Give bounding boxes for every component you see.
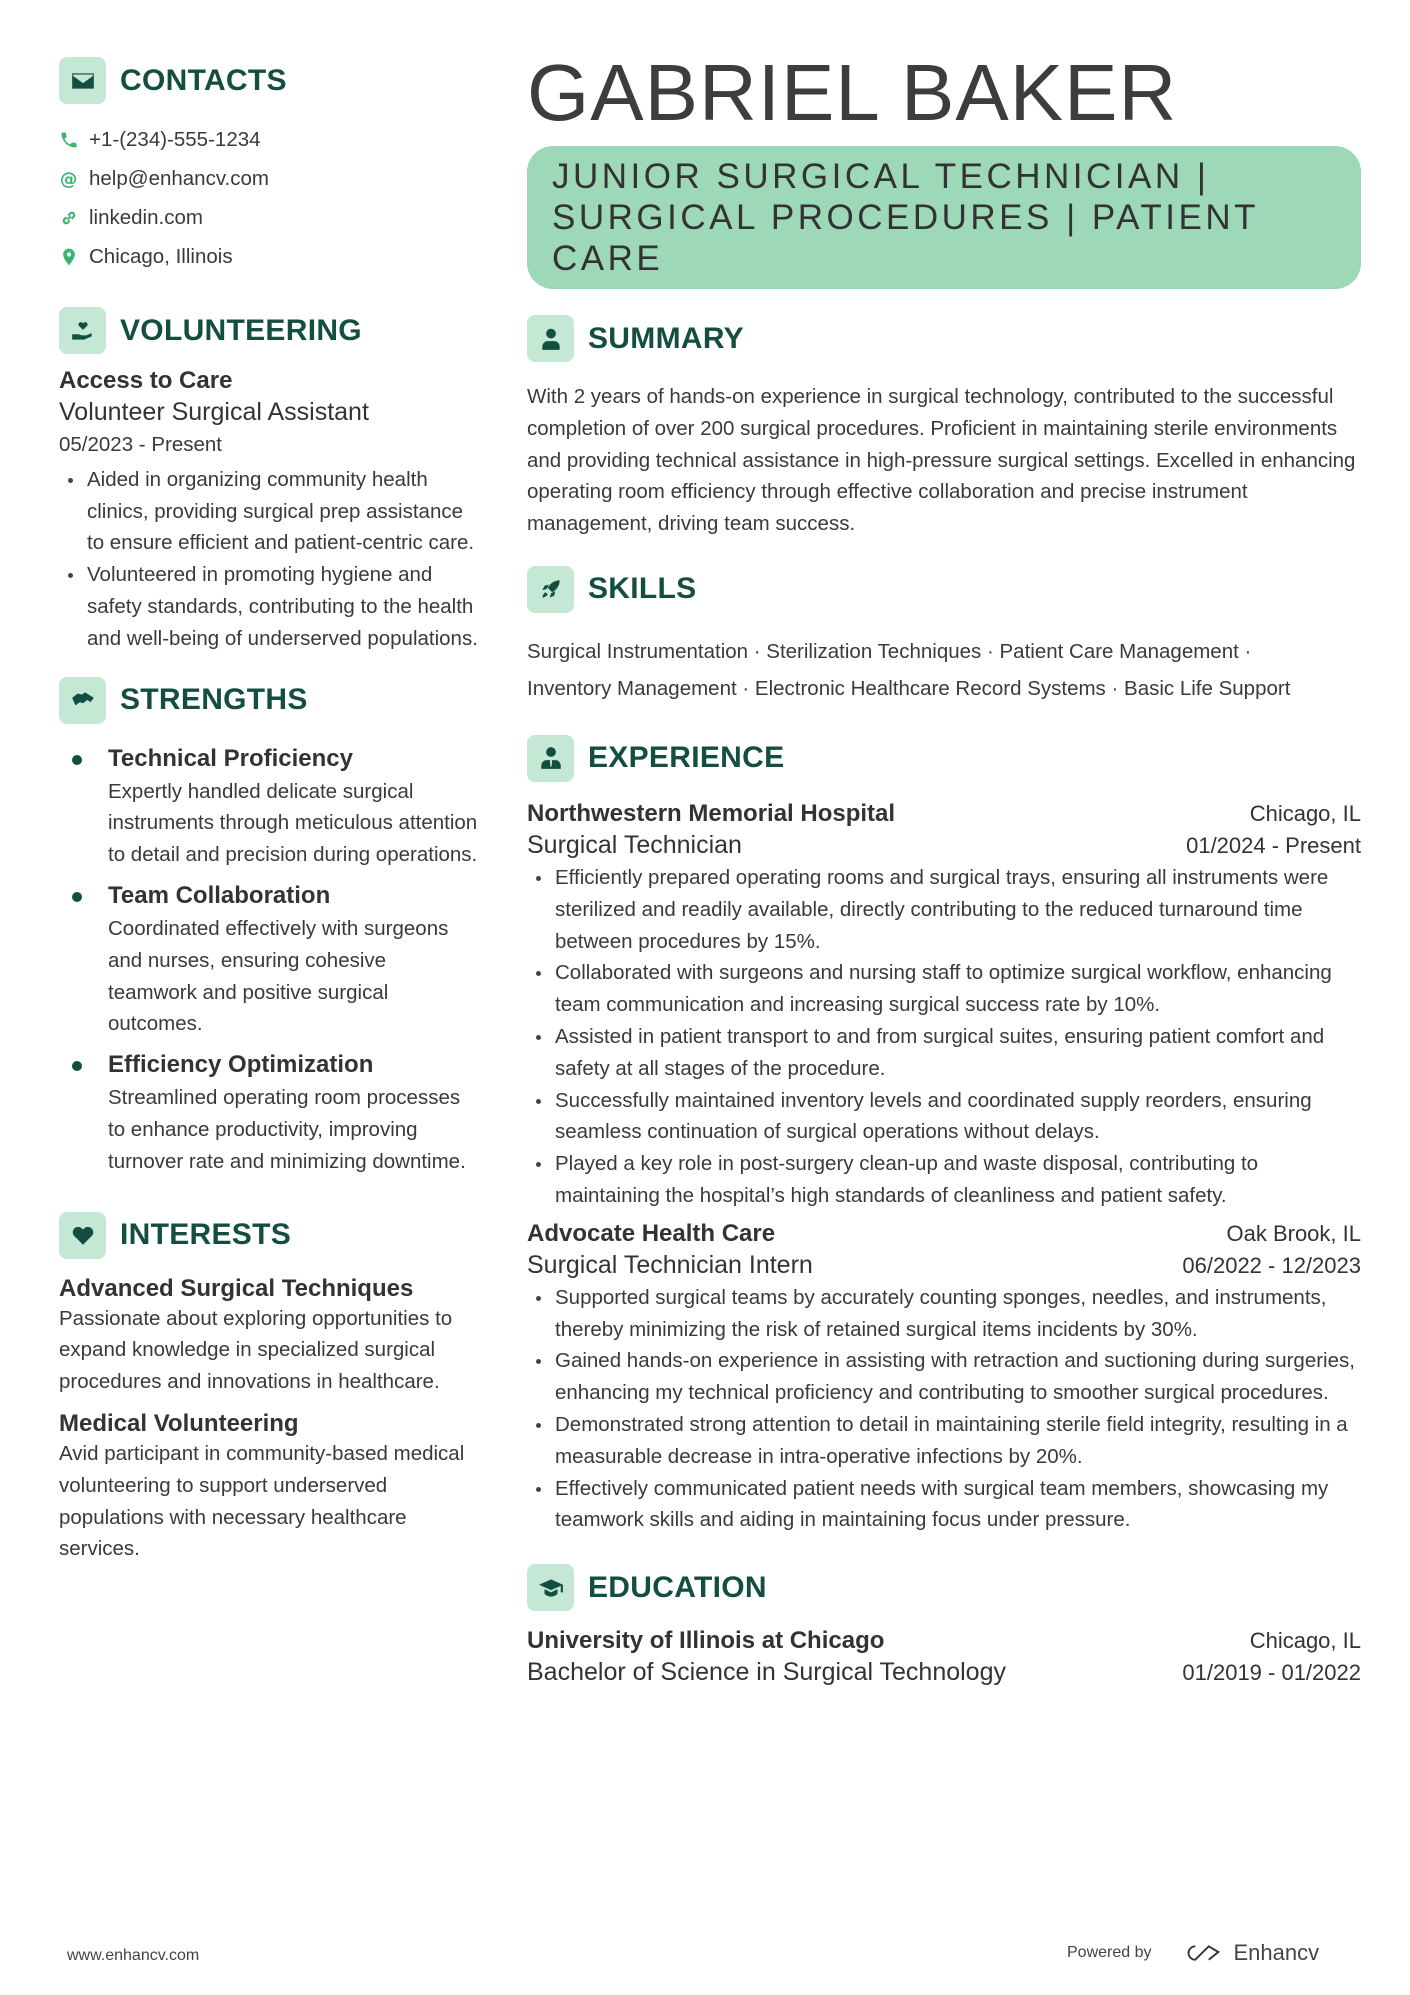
experience-heading: EXPERIENCE: [527, 735, 1361, 782]
strength-item: Team Collaboration Coordinated effectively with surgeons and nurses, ensuring cohesive teamwork and positive surgical outcomes.: [59, 879, 479, 1040]
user-icon: [527, 315, 574, 362]
education-heading: EDUCATION: [527, 1564, 1361, 1611]
contact-location: Chicago, Illinois: [59, 237, 479, 276]
map-pin-icon: [59, 247, 79, 267]
skills-list: Surgical Instrumentation · Sterilization Techniques · Patient Care Management · Inventory Management · Electronic Healthcare Record Systems · Basic Life Support: [527, 639, 1291, 700]
left-column: [59, 57, 479, 1565]
list-item: Demonstrated strong attention to detail in maintaining sterile field integrity, resulting in a measurable decrease in intra-operative infections by 20%.: [527, 1409, 1361, 1473]
job-entry: Northwestern Memorial Hospital Chicago, IL Surgical Technician 01/2024 - Present Efficiently prepared operating rooms and surgical trays, ensuring all instruments were sterilized and readily available, directly contributing to the reduced turnaround time between procedures by 15%. Collaborated with surgeons and nursing staff to optimize surgical workflow, enhancing team communication and increasing surgical success rate by 10%. Assisted in patient transport to and from surgical suites, ensuring patient comfort and safety at all stages of the procedure. Successfully maintained inventory levels and coordinated supply reorders, ensuring seamless continuation of surgical operations without delays. Played a key role in post-surgery clean-up and waste disposal, contributing to maintaining the hospital’s high standards of cleanliness and patient safety.: [527, 800, 1361, 1212]
list-item: Effectively communicated patient needs with surgical team members, showcasing my teamwork skills and aiding in maintaining focus under pressure.: [527, 1473, 1361, 1537]
list-item: Assisted in patient transport to and from surgical suites, ensuring patient comfort and safety at all stages of the procedure.: [527, 1021, 1361, 1085]
footer-branding: Powered by Enhancv: [1067, 1940, 1320, 1965]
interest-item: Medical Volunteering Avid participant in community-based medical volunteering to support underserved populations with necessary healthcare services.: [59, 1409, 465, 1561]
strength-item: Technical Proficiency Expertly handled delicate surgical instruments through meticulous attention to detail and precision during operations.: [59, 742, 479, 871]
contact-link[interactable]: linkedin.com: [59, 198, 479, 237]
enhancv-logo-icon: [1178, 1941, 1226, 1965]
briefcase-user-icon: [527, 735, 574, 782]
volunteer-entry: Access to Care Volunteer Surgical Assistant 05/2023 - Present Aided in organizing community health clinics, providing surgical prep assistance to ensure efficient and patient-centric care. Volunteered in promoting hygiene and safety standards, contributing to the health and well-being of underserved populations.: [59, 367, 479, 655]
list-item: Supported surgical teams by accurately counting sponges, needles, and instruments, thereby minimizing the risk of retained surgical items incidents by 30%.: [527, 1282, 1361, 1346]
contact-phone[interactable]: +1-(234)-555-1234: [59, 120, 479, 159]
list-item: Aided in organizing community health clinics, providing surgical prep assistance to ensure efficient and patient-centric care.: [59, 464, 479, 559]
list-item: Played a key role in post-surgery clean-up and waste disposal, contributing to maintaining the hospital’s high standards of cleanliness and patient safety.: [527, 1148, 1361, 1212]
strengths-heading: STRENGTHS: [59, 677, 479, 724]
interests-heading: INTERESTS: [59, 1212, 479, 1259]
volunteering-heading: VOLUNTEERING: [59, 307, 479, 354]
rocket-icon: [527, 566, 574, 613]
list-item: Collaborated with surgeons and nursing staff to optimize surgical workflow, enhancing team communication and increasing surgical success rate by 10%.: [527, 957, 1361, 1021]
contact-email[interactable]: @ help@enhancv.com: [59, 166, 269, 190]
graduation-cap-icon: [527, 1564, 574, 1611]
summary-heading: SUMMARY: [527, 315, 1361, 362]
education-entry: University of Illinois at Chicago Chicago, IL Bachelor of Science in Surgical Technology 01/2019 - 01/2022: [527, 1627, 1361, 1687]
footer-website[interactable]: www.enhancv.com: [67, 1947, 200, 1964]
list-item: Efficiently prepared operating rooms and surgical trays, ensuring all instruments were sterilized and readily available, directly contributing to the reduced turnaround time between procedures by 15%.: [527, 862, 1361, 957]
link-icon: [59, 208, 79, 228]
hand-heart-icon: [59, 307, 106, 354]
interest-item: Advanced Surgical Techniques Passionate about exploring opportunities to expand knowledge in specialized surgical procedures and innovations in healthcare.: [59, 1274, 453, 1394]
skills-heading: SKILLS: [527, 566, 1361, 613]
list-item: Volunteered in promoting hygiene and safety standards, contributing to the health and well-being of underserved populations.: [59, 559, 479, 654]
contacts-heading: CONTACTS: [59, 57, 479, 104]
svg-text:@: @: [59, 169, 78, 189]
heart-icon: [59, 1212, 106, 1259]
candidate-name: GABRIEL BAKER: [527, 48, 1178, 137]
at-icon: [59, 169, 79, 189]
phone-icon: [59, 130, 79, 150]
job-entry: Advocate Health Care Oak Brook, IL Surgical Technician Intern 06/2022 - 12/2023 Supported surgical teams by accurately counting sponges, needles, and instruments, thereby minimizing the risk of retained surgical items incidents by 30%. Gained hands-on experience in assisting with retraction and suctioning during surgeries, enhancing my technical proficiency and contributing to smoother surgical procedures. Demonstrated strong attention to detail in maintaining sterile field integrity, resulting in a measurable decrease in intra-operative infections by 20%. Effectively communicated patient needs with surgical team members, showcasing my teamwork skills and aiding in maintaining focus under pressure.: [527, 1220, 1361, 1536]
strength-item: Efficiency Optimization Streamlined operating room processes to enhance productivity, improving turnover rate and minimizing downtime.: [59, 1048, 479, 1177]
handshake-icon: [59, 677, 106, 724]
list-item: Successfully maintained inventory levels and coordinated supply reorders, ensuring seamless continuation of surgical operations without delays.: [527, 1085, 1361, 1149]
right-column: [527, 48, 1361, 1689]
title-band: JUNIOR SURGICAL TECHNICIAN | SURGICAL PROCEDURES | PATIENT CARE: [527, 146, 1361, 289]
envelope-icon: [59, 57, 106, 104]
summary-text: With 2 years of hands-on experience in surgical technology, contributed to the successful completion of over 200 surgical procedures. Proficient in maintaining sterile environments and providing technical assistance in high-pressure surgical settings. Excelled in enhancing operating room efficiency through effective collaboration and precise instrument management, driving team success.: [527, 385, 1356, 536]
list-item: Gained hands-on experience in assisting with retraction and suctioning during surgeries, enhancing my technical proficiency and contributing to smoother surgical procedures.: [527, 1345, 1361, 1409]
